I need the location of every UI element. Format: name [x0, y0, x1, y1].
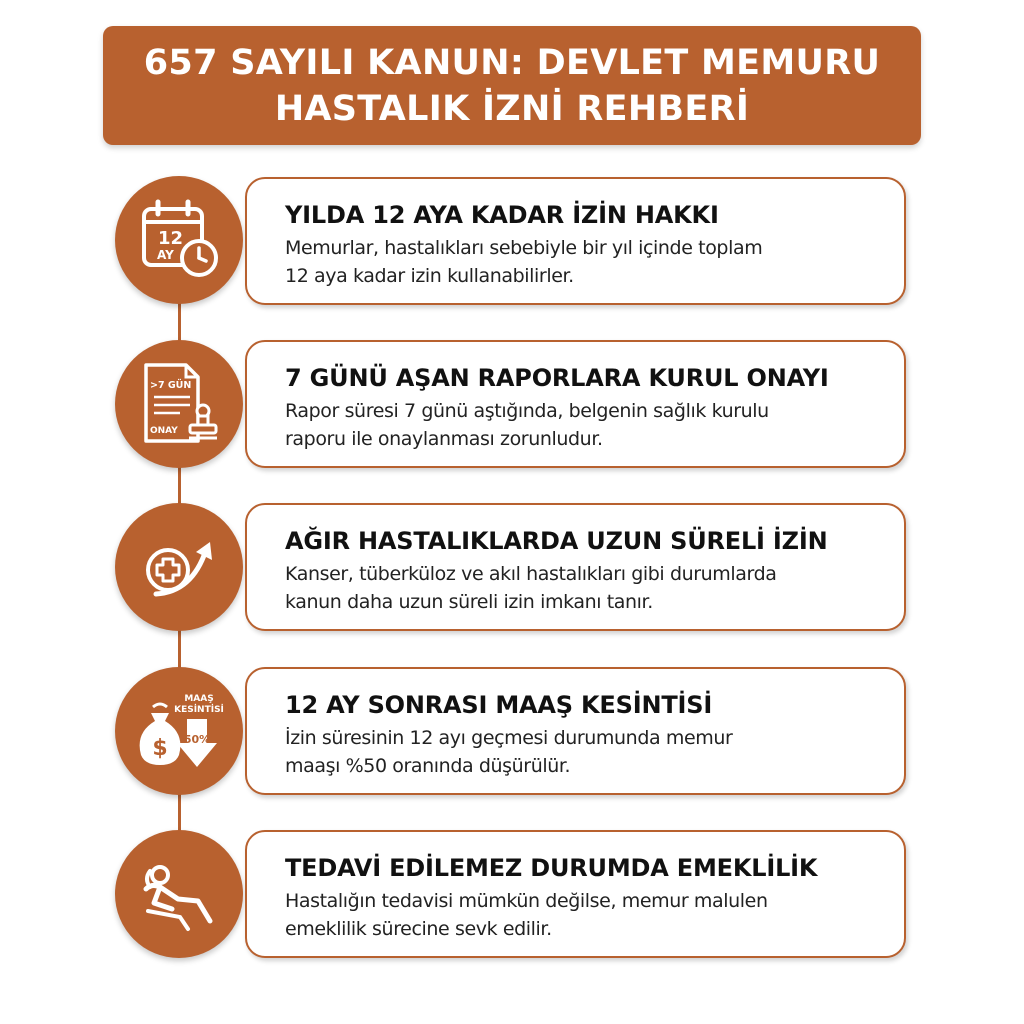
info-card-3 [245, 503, 906, 631]
calendar-clock-icon [115, 176, 243, 304]
card-description [285, 724, 888, 780]
card-title: TEDAVİ EDİLEMEZ DURUMDA EMEKLİLİK [285, 854, 818, 882]
info-card-4 [245, 667, 906, 795]
card-description-line: Hastalığın tedavisi mümkün değilse, memur malulen [285, 890, 768, 912]
card-description-line: 12 aya kadar izin kullanabilirler. [285, 265, 574, 287]
card-description-line: Kanser, tüberküloz ve akıl hastalıkları gibi durumlarda [285, 563, 777, 585]
card-description-line: Memurlar, hastalıkları sebebiyle bir yıl içinde toplam [285, 237, 763, 259]
money-bag-down-arrow-icon [115, 667, 243, 795]
title-banner [103, 26, 921, 145]
card-description-line: emeklilik sürecine sevk edilir. [285, 918, 552, 940]
card-description-line: maaşı %50 oranında düşürülür. [285, 755, 571, 777]
info-card-5 [245, 830, 906, 958]
card-description [285, 560, 888, 616]
card-title: YILDA 12 AYA KADAR İZİN HAKKI [285, 201, 719, 229]
card-description-line: kanun daha uzun süreli izin imkanı tanır. [285, 591, 653, 613]
card-title: 7 GÜNÜ AŞAN RAPORLARA KURUL ONAYI [285, 364, 829, 392]
title-line-1: 657 SAYILI KANUN: DEVLET MEMURU [143, 42, 881, 83]
medical-cross-arrow-icon [115, 503, 243, 631]
calendar-unit-text: AY [157, 248, 174, 262]
connector-line [178, 300, 181, 345]
card-description [285, 234, 888, 290]
deduction-label-text: KESİNTİSİ [174, 705, 224, 715]
card-description-line: Rapor süresi 7 günü aştığında, belgenin sağlık kurulu [285, 400, 769, 422]
document-approval-text: ONAY [150, 426, 178, 436]
percent-text: 50% [183, 733, 211, 746]
card-description [285, 887, 888, 943]
card-title: AĞIR HASTALIKLARDA UZUN SÜRELİ İZİN [285, 527, 828, 555]
salary-label-text: MAAŞ [184, 694, 214, 704]
reclining-person-icon [115, 830, 243, 958]
info-card-1 [245, 177, 906, 305]
title-line-2: HASTALIK İZNİ REHBERİ [274, 88, 750, 129]
card-description [285, 397, 888, 453]
card-description-line: İzin süresinin 12 ayı geçmesi durumunda memur [285, 727, 733, 749]
document-stamp-icon [115, 340, 243, 468]
document-label-text: >7 GÜN [150, 380, 192, 391]
dollar-sign-text: $ [152, 736, 168, 761]
info-card-2 [245, 340, 906, 468]
calendar-number-text: 12 [158, 228, 184, 249]
card-title: 12 AY SONRASI MAAŞ KESİNTİSİ [285, 691, 713, 719]
card-description-line: raporu ile onaylanması zorunludur. [285, 428, 603, 450]
